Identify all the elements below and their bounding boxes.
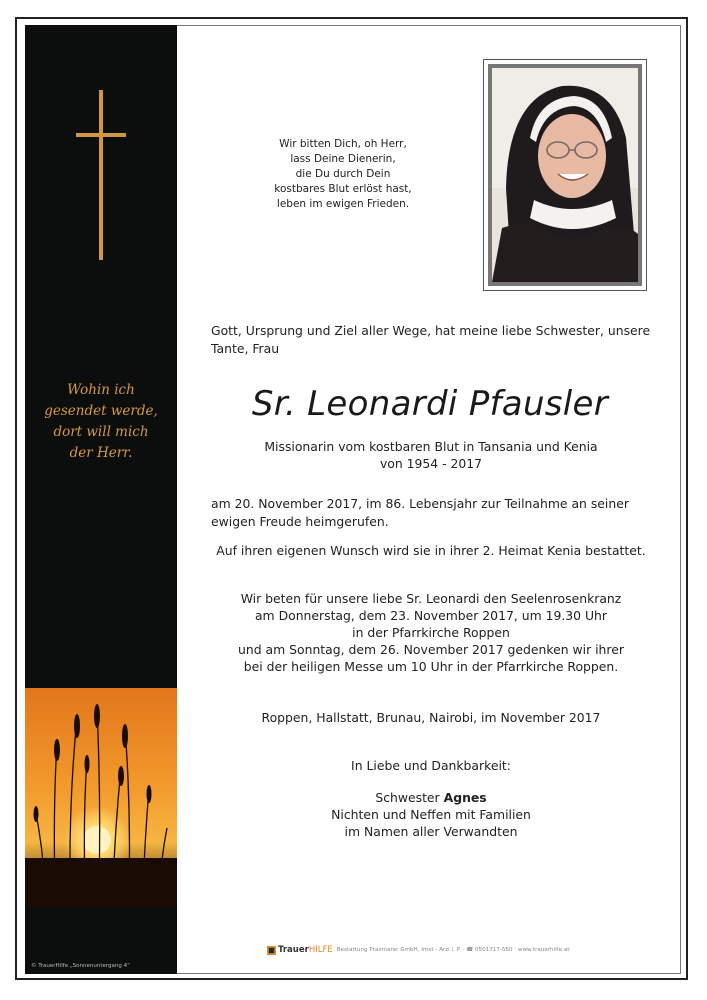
prayer-line: Wir bitten Dich, oh Herr, [279,138,407,150]
mourners-block [200,789,662,840]
mourner-line: im Namen aller Verwandten [344,824,518,839]
services-block [200,590,662,675]
sister-name: Agnes [443,790,487,805]
burial-line: Auf ihren eigenen Wunsch wird sie in ihrer 2. Heimat Kenia bestattet. [216,543,646,558]
subtitle-line: von 1954 - 2017 [379,456,483,471]
closing-line: In Liebe und Dankbarkeit: [351,758,511,773]
closing-text [200,757,662,774]
mourner-line [200,789,662,806]
quote-line: gesendet werde, [44,403,158,419]
service-line: Wir beten für unsere liebe Sr. Leonardi den Seelenrosenkranz [240,591,622,606]
quote-line: dort will mich [53,424,149,440]
mourner-line: Nichten und Neffen mit Familien [331,807,531,822]
trauerhilfe-logo-icon [267,946,276,955]
service-line: und am Sonntag, dem 26. November 2017 gedenken wir ihrer [238,642,624,657]
prayer-line: die Du durch Dein [295,168,391,180]
prayer-line: lass Deine Dienerin, [290,153,396,165]
footer-text: Bestattung Praxmarer GmbH, Imst - Arzl i. P. · ☎ 0501717-550 · www.trauerhilfe.at [336,947,570,953]
service-line: in der Pfarrkirche Roppen [352,625,510,640]
quote-line: Wohin ich [67,382,135,398]
deceased-name: Sr. Leonardi Pfausler [251,384,609,424]
death-notice: am 20. November 2017, im 86. Lebensjahr zur Teilnahme an seiner ewigen Freude heimgerufen. [211,496,629,529]
sister-prefix: Schwester [375,790,440,805]
portrait-frame [483,59,647,291]
sidebar-quote [25,380,177,464]
logo-hilfe: HILFE [308,945,333,955]
quote-line: der Herr. [69,445,133,461]
prayer-line: kostbares Blut erlöst hast, [274,183,412,195]
burial-notice [200,542,662,559]
intro-text: Gott, Ursprung und Ziel aller Wege, hat meine liebe Schwester, unsere Tante, Frau [211,323,651,356]
footer [267,943,569,957]
place-date [200,709,662,726]
image-credit: © TrauerHilfe „Sonnenuntergang 4“ [31,963,130,969]
prayer-line: leben im ewigen Frieden. [276,198,410,210]
subtitle-line: Missionarin vom kostbaren Blut in Tansania und Kenia [264,439,598,454]
logo-trauer: Trauer [278,945,309,955]
prayer-text [258,137,428,212]
deceased-subtitle [200,438,662,472]
place-date-line: Roppen, Hallstatt, Brunau, Nairobi, im November 2017 [261,710,601,725]
service-line: am Donnerstag, dem 23. November 2017, um 19.30 Uhr [254,608,608,623]
portrait-photo [488,64,642,286]
service-line: bei der heiligen Messe um 10 Uhr in der Pfarrkirche Roppen. [243,659,619,674]
sunset-image [25,688,177,908]
